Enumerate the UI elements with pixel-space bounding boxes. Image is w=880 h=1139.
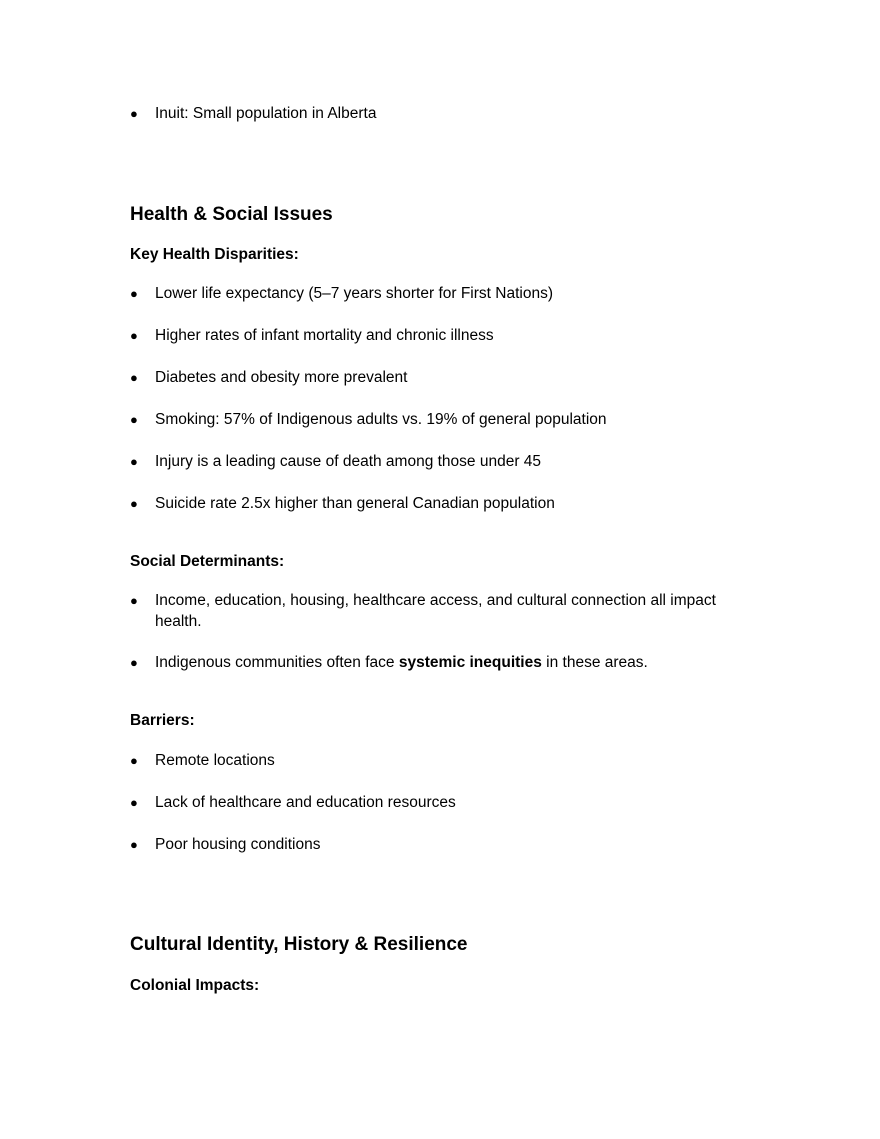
bullet-icon: ● xyxy=(130,655,138,670)
list-item xyxy=(130,834,730,855)
list-item xyxy=(130,325,730,346)
list-item-text: Suicide rate 2.5x higher than general Canadian population xyxy=(155,495,555,512)
list-item-text: Injury is a leading cause of death among those under 45 xyxy=(155,453,542,470)
subheading-barriers: Barriers: xyxy=(130,712,195,729)
bullet-icon: ● xyxy=(130,593,138,608)
list-item xyxy=(130,652,730,673)
list-item xyxy=(130,451,730,472)
text-run: Indigenous communities often face xyxy=(155,654,399,671)
bullet-icon: ● xyxy=(130,753,138,768)
bullet-icon: ● xyxy=(130,412,138,427)
section-heading-cultural-identity: Cultural Identity, History & Resilience xyxy=(130,934,468,955)
list-item-text xyxy=(155,652,730,673)
section-heading-health: Health & Social Issues xyxy=(130,204,333,225)
subheading-colonial-impacts: Colonial Impacts: xyxy=(130,977,260,994)
list-item-text: Diabetes and obesity more prevalent xyxy=(155,369,408,386)
list-item xyxy=(130,103,730,124)
list-item-text: Remote locations xyxy=(155,752,275,769)
bullet-icon: ● xyxy=(130,328,138,343)
list-item-text: Smoking: 57% of Indigenous adults vs. 19% of general population xyxy=(155,411,607,428)
list-item xyxy=(130,367,730,388)
list-item-text: Poor housing conditions xyxy=(155,836,321,853)
bullet-icon: ● xyxy=(130,106,138,121)
bullet-icon: ● xyxy=(130,370,138,385)
list-item xyxy=(130,590,730,632)
list-item-text: Income, education, housing, healthcare access, and cultural connection all impact health. xyxy=(155,592,716,630)
emphasis-text: systemic inequities xyxy=(398,654,542,671)
list-item-text: Higher rates of infant mortality and chronic illness xyxy=(155,327,494,344)
list-item-text: Lower life expectancy (5–7 years shorter for First Nations) xyxy=(155,285,553,302)
bullet-icon: ● xyxy=(130,286,138,301)
list-item-text: Lack of healthcare and education resources xyxy=(155,794,456,811)
text-run: in these areas. xyxy=(541,654,648,671)
list-item-text: Inuit: Small population in Alberta xyxy=(155,105,377,122)
subheading-key-health-disparities: Key Health Disparities: xyxy=(130,246,299,263)
subheading-social-determinants: Social Determinants: xyxy=(130,553,285,570)
list-item xyxy=(130,792,730,813)
bullet-icon: ● xyxy=(130,837,138,852)
bullet-icon: ● xyxy=(130,496,138,511)
bullet-icon: ● xyxy=(130,795,138,810)
list-item xyxy=(130,283,730,304)
bullet-icon: ● xyxy=(130,454,138,469)
list-item xyxy=(130,493,730,514)
list-item xyxy=(130,409,730,430)
list-item xyxy=(130,750,730,771)
